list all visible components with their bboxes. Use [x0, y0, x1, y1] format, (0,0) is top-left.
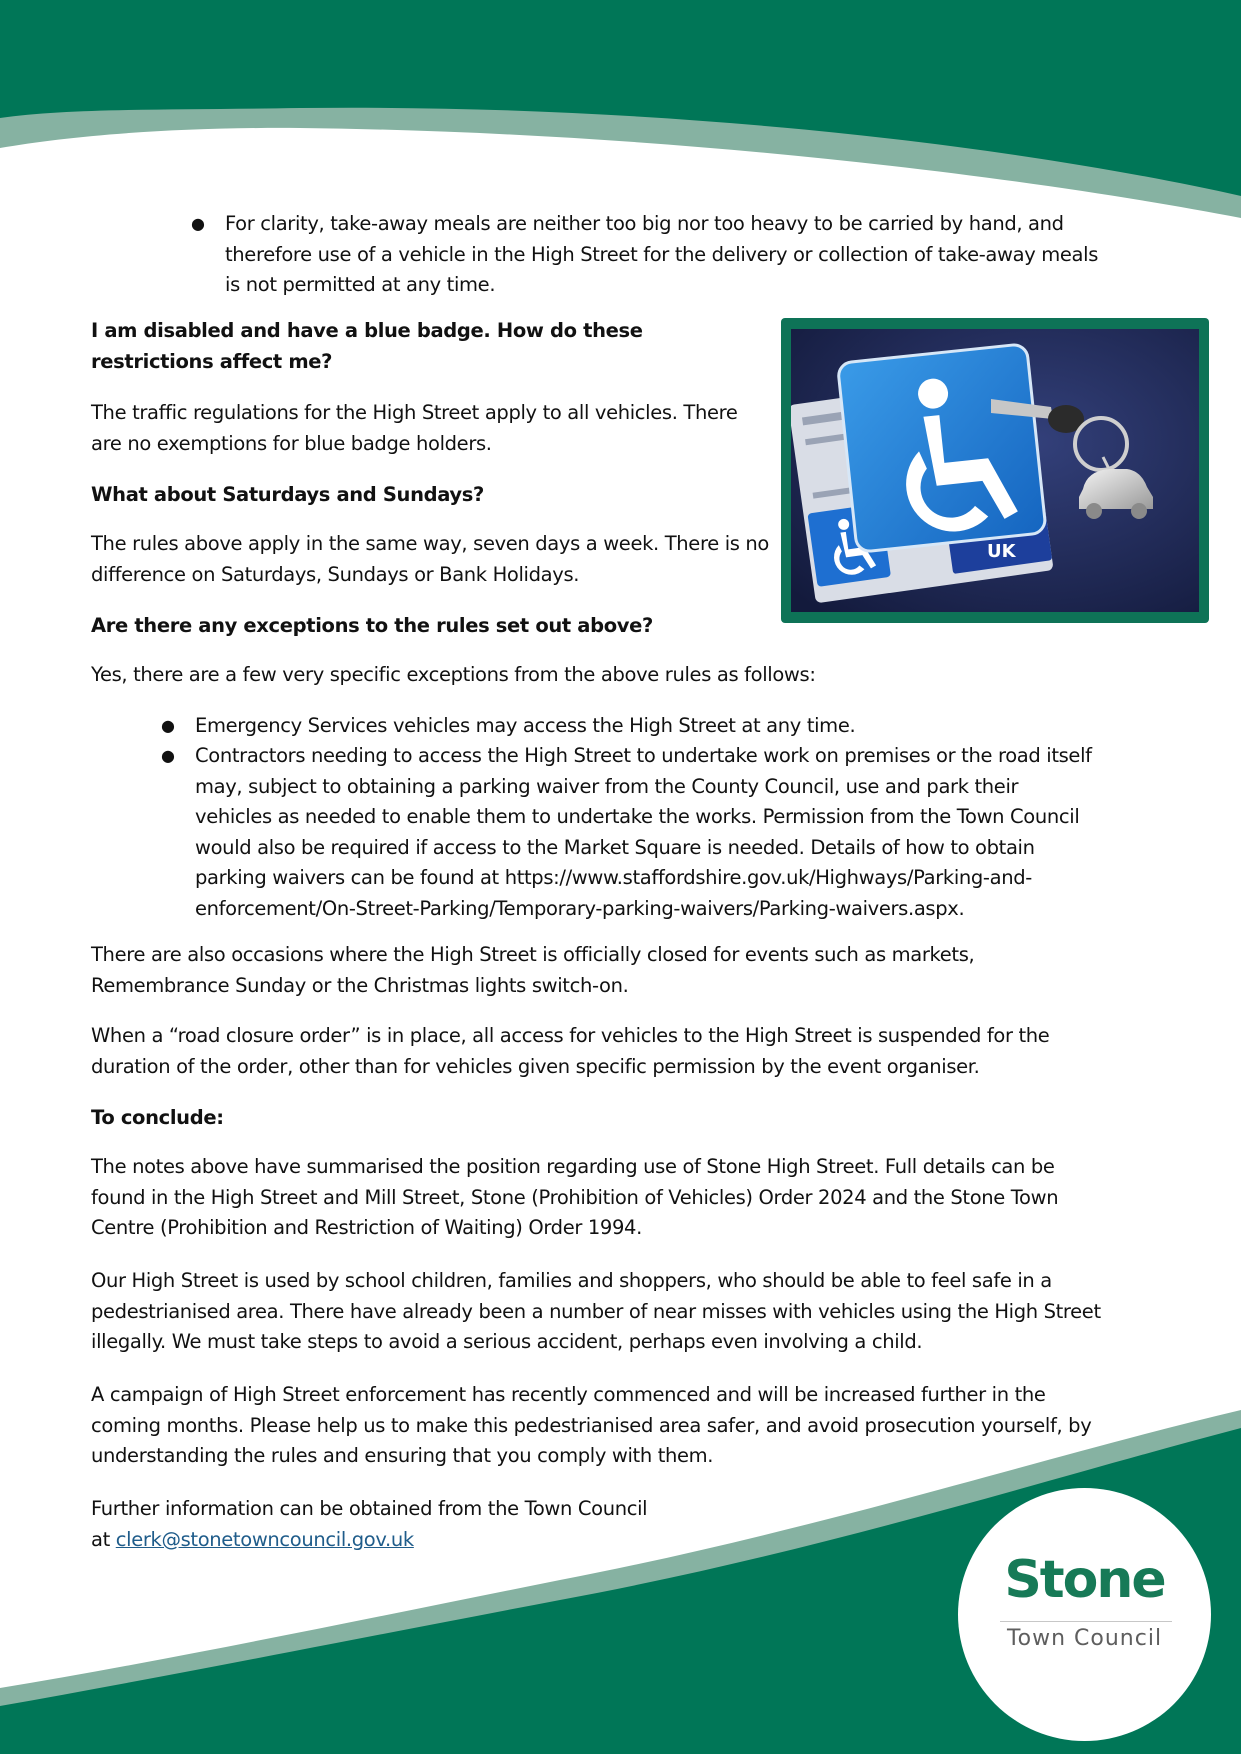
intro-bullet-text: For clarity, take-away meals are neither too big nor too heavy to be carried by hand, and therefore use of a vehicle in the High Street for the delivery or collection of take-away meals is not permitted at any time. [225, 212, 1099, 296]
exception-item-2 [161, 741, 1100, 924]
contact-line: Further information can be obtained from the Town Council [91, 1497, 648, 1520]
contact-prefix: at [91, 1528, 116, 1551]
bullet-icon: ● [191, 214, 205, 233]
logo-subtitle: Town Council [1006, 1626, 1163, 1651]
exception-item-text: Contractors needing to access the High Street to undertake work on premises or the road itself may, subject to obtaining a parking waiver from the County Council, use and park their vehicles as needed to enable them to undertake the works. Permission from the Town Council would also be required if access to the Market Square is needed. Details of how to obtain parking waivers can be found at https://www.staffordshire.gov.uk/Highways/Parking-and-enforcement/On-Street-Parking/Temporary-parking-waivers/Parking-waivers.aspx. [195, 744, 1092, 920]
conclusion-heading: To conclude: [91, 1106, 224, 1129]
conclusion-para-1: The notes above have summarised the position regarding use of Stone High Street. Full details can be found in the High Street and Mill Street, Stone (Prohibition of Vehicles) Order 2024 and the Stone Town Centre (Prohibition and Restriction of Waiting) Order 1994. [91, 1155, 1059, 1239]
logo-divider [1000, 1621, 1172, 1622]
closures-para-1: There are also occasions where the High Street is officially closed for events such as markets, Remembrance Sunday or the Christmas lights switch-on. [91, 943, 975, 997]
exception-item-text: Emergency Services vehicles may access the High Street at any time. [195, 714, 856, 737]
exceptions-heading: Are there any exceptions to the rules set out above? [91, 614, 653, 637]
weekends-body: The rules above apply in the same way, seven days a week. There is no difference on Saturdays, Sundays or Bank Holidays. [91, 532, 770, 586]
blue-badge-photo [791, 329, 1199, 612]
conclusion-para-3: A campaign of High Street enforcement has recently commenced and will be increased further in the coming months. Please help us to make this pedestrianised area safer, and avoid prosecution yourself, by understanding the rules and ensuring that you comply with them. [91, 1383, 1092, 1467]
intro-bullet [191, 209, 1105, 301]
logo-name: Stone [1004, 1550, 1165, 1610]
weekends-heading: What about Saturdays and Sundays? [91, 483, 485, 506]
exceptions-body: Yes, there are a few very specific exceptions from the above rules as follows: [91, 663, 816, 686]
blue-badge [837, 344, 1046, 553]
bullet-icon: ● [161, 746, 175, 765]
closures-para-2: When a “road closure order” is in place, all access for vehicles to the High Street is suspended for the duration of the order, other than for vehicles given specific permission by the event organiser. [91, 1024, 1050, 1078]
bullet-icon: ● [161, 716, 175, 735]
disabled-heading: I am disabled and have a blue badge. How do these restrictions affect me? [91, 319, 643, 373]
uk-label: UK [987, 541, 1016, 562]
contact-email-line [91, 1525, 791, 1556]
contact-email-link[interactable]: clerk@stonetowncouncil.gov.uk [115, 1528, 414, 1551]
blue-badge-photo-frame [781, 318, 1209, 623]
exception-item-1 [161, 711, 1095, 742]
disabled-body: The traffic regulations for the High Street apply to all vehicles. There are no exemptions for blue badge holders. [91, 401, 738, 455]
stone-town-council-logo [958, 1488, 1211, 1741]
conclusion-para-2: Our High Street is used by school children, families and shoppers, who should be able to feel safe in a pedestrianised area. There have already been a number of near misses with vehicles using the High Street illegally. We must take steps to avoid a serious accident, perhaps even involving a child. [91, 1269, 1101, 1353]
